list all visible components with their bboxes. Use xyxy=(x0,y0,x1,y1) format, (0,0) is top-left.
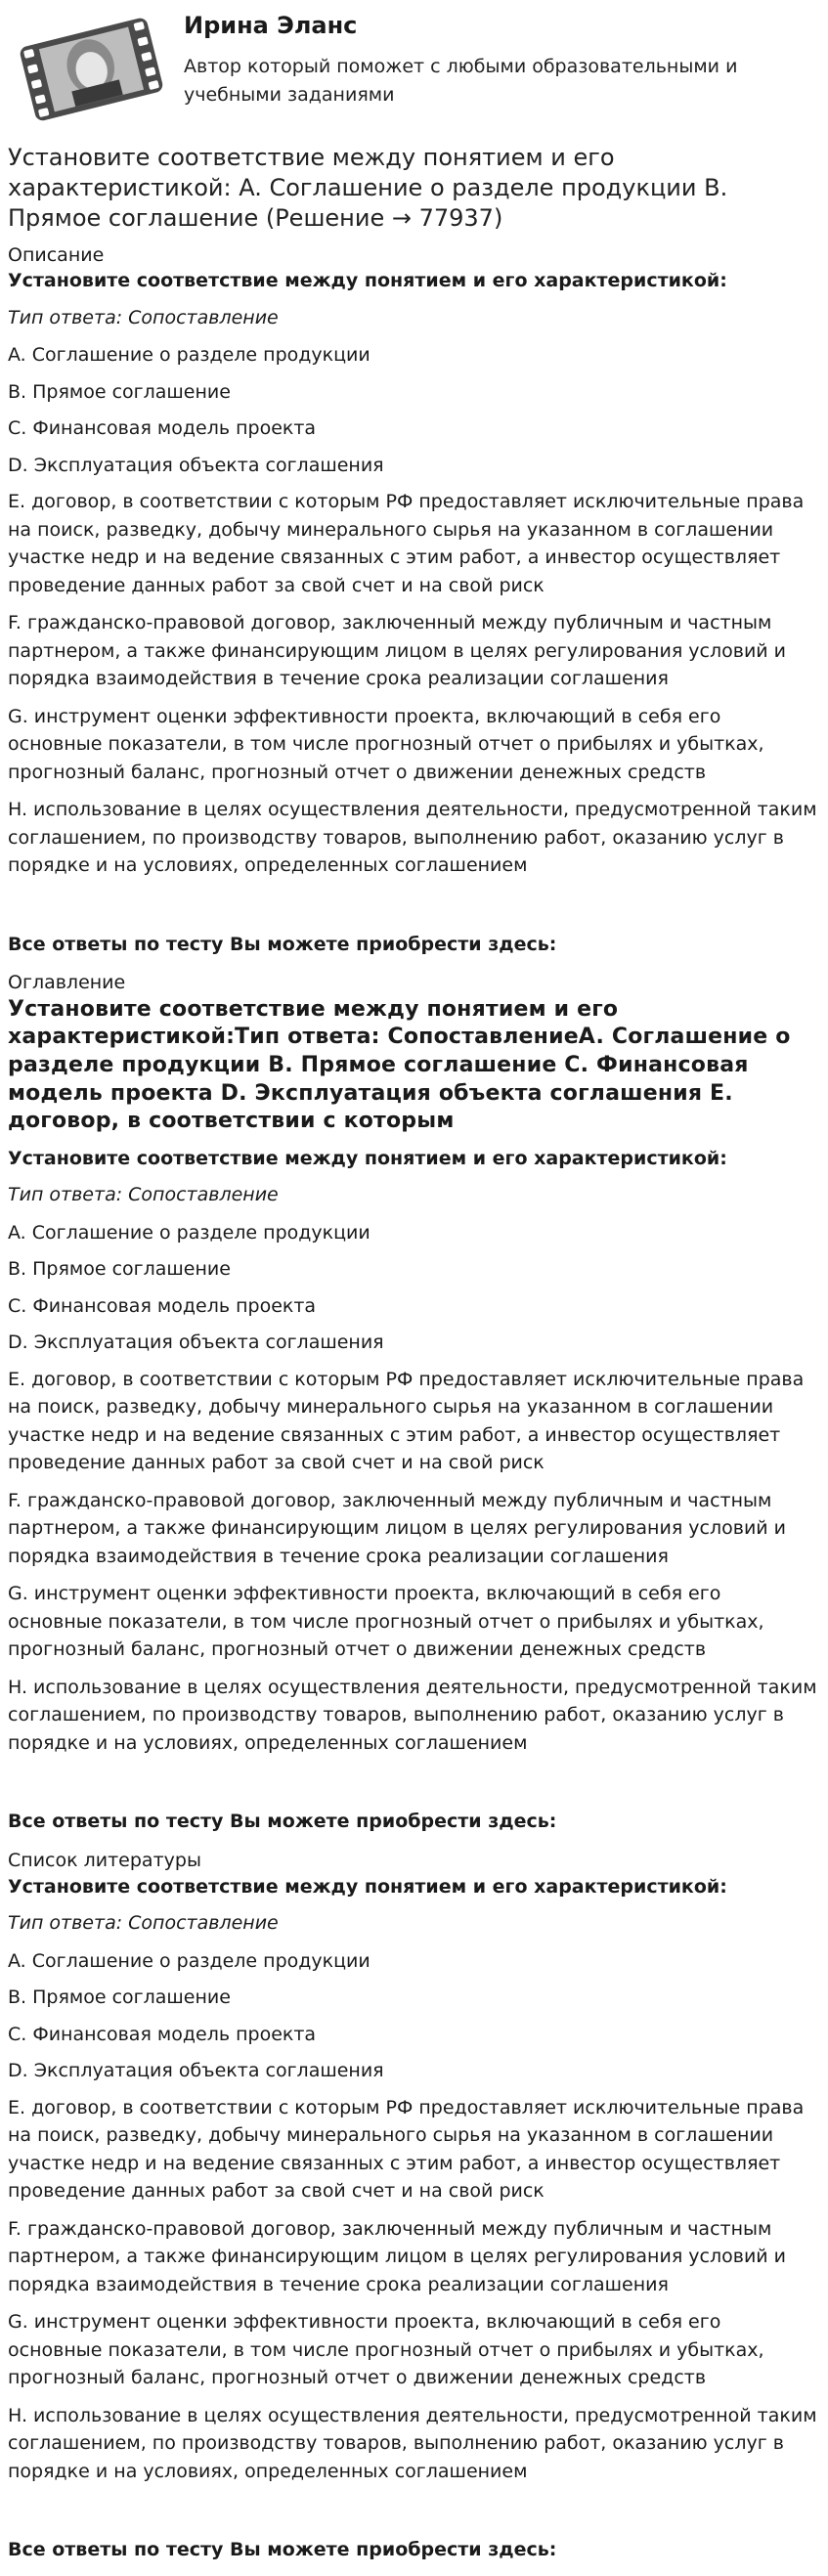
avatar[interactable] xyxy=(8,6,174,129)
list-item: F. гражданско-правовой договор, заключенный между публичным и частным партнером, а также финансирующим лицом в целях регулирования условий и порядка взаимодействия в течение срока реализации соглашения xyxy=(8,612,787,690)
section-label: Описание xyxy=(8,243,105,266)
section-label: Список литературы xyxy=(8,1849,201,1871)
question-heading: Установите соответствие между понятием и его характеристикой: xyxy=(8,270,727,292)
list-item: G. инструмент оценки эффективности проекта, включающий в себя его основные показатели, в том числе прогнозный отчет о прибылях и убытках, прогнозный баланс, прогнозный отчет о движении денежных средств xyxy=(8,1583,764,1661)
buy-answers-link[interactable]: Все ответы по тесту Вы можете приобрести здесь: xyxy=(8,2539,557,2561)
section-description xyxy=(8,242,820,959)
toc-heading: Установите соответствие между понятием и его характеристикой:Тип ответа: СопоставлениеA. Соглашение о разделе продукции B. Прямое соглашение C. Финансовая модель проекта D. Эксплуатация объекта соглашения E. договор, в соответствии с которым xyxy=(8,996,791,1134)
list-item: G. инструмент оценки эффективности проекта, включающий в себя его основные показатели, в том числе прогнозный отчет о прибылях и убытках, прогнозный баланс, прогнозный отчет о движении денежных средств xyxy=(8,705,764,783)
list-item: F. гражданско-правовой договор, заключенный между публичным и частным партнером, а также финансирующим лицом в целях регулирования условий и порядка взаимодействия в течение срока реализации соглашения xyxy=(8,1489,787,1567)
list-item: D. Эксплуатация объекта соглашения xyxy=(8,454,384,476)
list-item: A. Соглашение о разделе продукции xyxy=(8,1949,370,1972)
buy-answers-link[interactable]: Все ответы по тесту Вы можете приобрести здесь: xyxy=(8,933,557,955)
author-description xyxy=(184,53,737,110)
list-item: E. договор, в соответствии с которым РФ предоставляет исключительные права на поиск, разведку, добычу минерального сырья на указанном в соглашении участке недр и на ведение связанных с этим работ, а инвестор осуществляет проведение данных работ за свой счет и на свой риск xyxy=(8,491,805,596)
list-item: A. Соглашение о разделе продукции xyxy=(8,1221,370,1244)
list-item: H. использование в целях осуществления деятельности, предусмотренной таким соглашением, по производству товаров, выполнению работ, оказанию услуг в порядке и на условиях, определенных соглашением xyxy=(8,799,817,877)
author-description-line: учебными заданиями xyxy=(184,84,395,107)
section-label: Оглавление xyxy=(8,972,126,994)
list-item: G. инструмент оценки эффективности проекта, включающий в себя его основные показатели, в том числе прогнозный отчет о прибылях и убытках, прогнозный баланс, прогнозный отчет о движении денежных средств xyxy=(8,2311,764,2389)
list-item: H. использование в целях осуществления деятельности, предусмотренной таким соглашением, по производству товаров, выполнению работ, оказанию услуг в порядке и на условиях, определенных соглашением xyxy=(8,1676,817,1754)
section-bibliography xyxy=(8,1848,820,2564)
list-item: D. Эксплуатация объекта соглашения xyxy=(8,2060,384,2082)
section-toc xyxy=(8,970,820,1836)
list-item: E. договор, в соответствии с которым РФ предоставляет исключительные права на поиск, разведку, добычу минерального сырья на указанном в соглашении участке недр и на ведение связанных с этим работ, а инвестор осуществляет проведение данных работ за свой счет и на свой риск xyxy=(8,1368,805,1474)
list-item: A. Соглашение о разделе продукции xyxy=(8,344,370,367)
answer-type: Тип ответа: Сопоставление xyxy=(8,1912,279,1935)
list-item: D. Эксплуатация объекта соглашения xyxy=(8,1332,384,1354)
question-heading: Установите соответствие между понятием и его характеристикой: xyxy=(8,1875,727,1898)
list-item: C. Финансовая модель проекта xyxy=(8,2023,317,2045)
author-card xyxy=(8,0,820,137)
list-item: H. использование в целях осуществления деятельности, предусмотренной таким соглашением, по производству товаров, выполнению работ, оказанию услуг в порядке и на условиях, определенных соглашением xyxy=(8,2404,817,2482)
list-item: F. гражданско-правовой договор, заключенный между публичным и частным партнером, а также финансирующим лицом в целях регулирования условий и порядка взаимодействия в течение срока реализации соглашения xyxy=(8,2217,787,2295)
buy-answers-link[interactable]: Все ответы по тесту Вы можете приобрести здесь: xyxy=(8,1811,557,1833)
page-title: Установите соответствие между понятием и его характеристикой: A. Соглашение о разделе продукции B. Прямое соглашение (Решение → 77937) xyxy=(8,144,728,233)
author-name[interactable]: Ирина Эланс xyxy=(184,12,358,39)
list-item: B. Прямое соглашение xyxy=(8,1987,231,2009)
list-item: C. Финансовая модель проекта xyxy=(8,417,317,440)
list-item: C. Финансовая модель проекта xyxy=(8,1294,317,1317)
list-item: B. Прямое соглашение xyxy=(8,380,231,403)
list-item: B. Прямое соглашение xyxy=(8,1258,231,1281)
author-description-line: Автор который поможет с любыми образовательными и xyxy=(184,55,738,77)
list-item: E. договор, в соответствии с которым РФ предоставляет исключительные права на поиск, разведку, добычу минерального сырья на указанном в соглашении участке недр и на ведение связанных с этим работ, а инвестор осуществляет проведение данных работ за свой счет и на свой риск xyxy=(8,2096,805,2203)
question-heading: Установите соответствие между понятием и его характеристикой: xyxy=(8,1147,727,1169)
answer-type: Тип ответа: Сопоставление xyxy=(8,1184,279,1206)
answer-type: Тип ответа: Сопоставление xyxy=(8,306,279,328)
avatar-film-strip-image xyxy=(8,6,174,129)
